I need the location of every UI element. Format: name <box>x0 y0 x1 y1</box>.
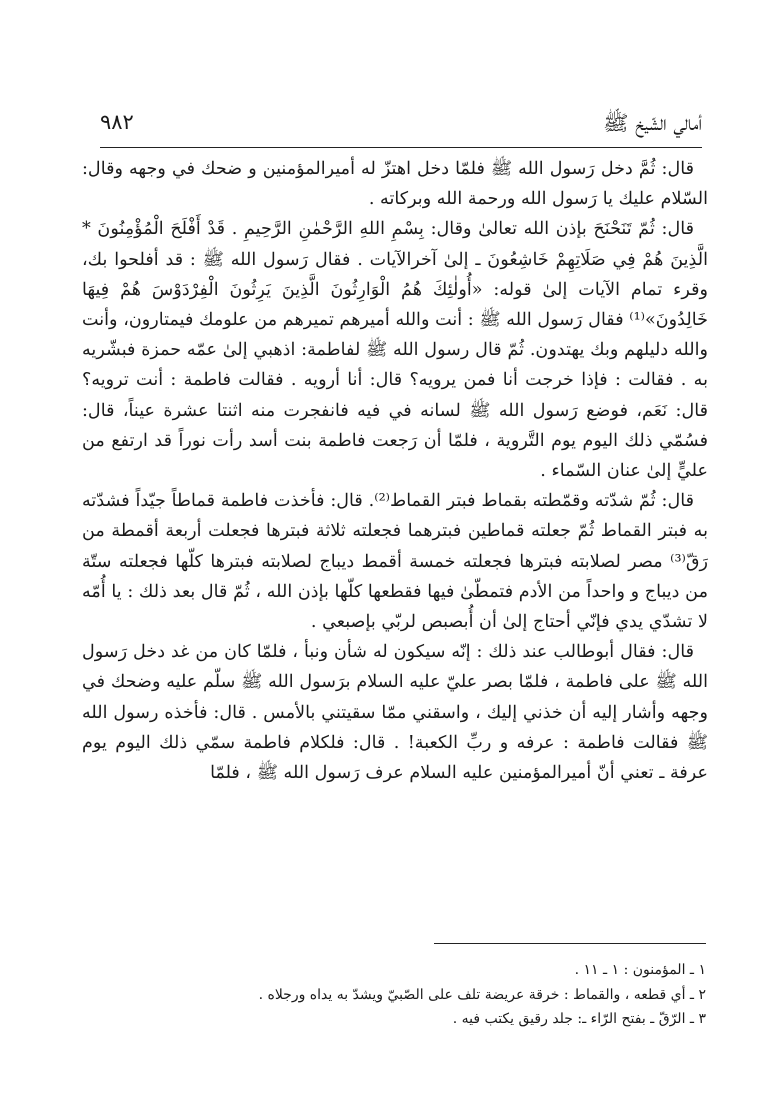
main-text <box>82 154 708 788</box>
header-title: أمالي الشّيخ ﷺ <box>603 111 702 135</box>
footnote: ٣ ـ الرّقّ ـ بفتح الرّاء ـ: جلد رقيق يكتب فيه . <box>452 1011 706 1027</box>
footnote: ٢ ـ أي قطعه ، والقماط : خرقة عريضة تلف على الصّبيّ ويشدّ به يداه ورجلاه . <box>258 986 706 1003</box>
footnote-rule <box>434 943 706 944</box>
header-rule <box>100 147 702 148</box>
paragraph: قال: فقال أبوطالب عند ذلك : إنّه سيكون له شأن ونبأ ، فلمّا كان من غد دخل رَسول الله ﷺ على فاطمة ، فلمّا بصر عليّ عليه السلام برَسول الله ﷺ سلّم عليه وضحك في وجهه وأشار إليه أن خذني إليك ، واسقني ممّا سقيتني بالأمس . قال: فأخذه رسول الله ﷺ فقالت فاطمة : عرفه و ربِّ الكعبة! . قال: فلكلام فاطمة سمّي ذلك اليوم يوم عرفة ـ تعني أنّ أميرالمؤمنين عليه السلام عرف رَسول الله ﷺ ، فلمّا <box>82 642 708 784</box>
paragraph: قال: ثُمَّ دخل رَسول الله ﷺ فلمّا دخل اهتزّ له أميرالمؤمنين و ضحك في وجهه وقال: السّلام عليك يا رَسول الله ورحمة الله وبركاته . <box>82 159 708 210</box>
paragraph: قال: ثُمّ شدّته وقمّطته بقماط فبتر القماط⁽²⁾. قال: فأخذت فاطمة قماطاً جيّداً فشدّته به فبتر القماط ثُمّ جعلته قماطين فبترهما فجعلته ثلاثة فبترها فجعلت أربعة أقمطة من رَقّ⁽³⁾ مصر لصلابته فبترها فجعلته خمسة أقمط ديباج لصلابته فبترها كلّها فجعلته ستّة من ديباج و واحداً من الأدم فتمطّىٰ فيها فقطعها كلّها بإذن الله ، ثُمّ قال بعد ذلك : يا أُمّه لا تشدّي يدي فإنّي أحتاج إلىٰ أن أُبصبص لربّي بإصبعي . <box>82 491 708 633</box>
footnote: ١ ـ المؤمنون : ١ ـ ١١ . <box>574 962 706 978</box>
page-number: ٩٨٢ <box>100 110 134 134</box>
running-header <box>100 100 702 140</box>
footnotes <box>110 958 706 1032</box>
paragraph: قال: ثُمّ تَنَحْنَحَ بإذن الله تعالىٰ وقال: بِسْمِ اللهِ الرَّحْمٰنِ الرَّحِيمِ . قَدْ أَفْلَحَ الْمُؤْمِنُونَ * الَّذِينَ هُمْ فِي صَلَاتِهِمْ خَاشِعُونَ ـ إلىٰ آخرالآيات . فقال رَسول الله ﷺ : قد أفلحوا بك، وقرء تمام الآيات إلىٰ قوله: «أُولٰئِكَ هُمُ الْوَارِثُونَ الَّذِينَ يَرِثُونَ الْفِرْدَوْسَ هُمْ فِيهَا خَالِدُونَ»⁽¹⁾ فقال رَسول الله ﷺ : أنت والله أميرهم تميرهم من علومك فيمتارون، وأنت والله دليلهم وبك يهتدون. ثُمّ قال رسول الله ﷺ لفاطمة: اذهبي إلىٰ عمّه حمزة فبشّريه به . فقالت : فإذا خرجت أنا فمن يرويه؟ قال: أنا أرويه . فقالت فاطمة : أنت ترويه؟ قال: نَعَم، فوضع رَسول الله ﷺ لسانه في فيه فانفجرت منه اثنتا عشرة عيناً، قال: فسُمّي ذلك اليوم يوم التَّروية ، فلمّا أن رَجعت فاطمة بنت أسد رأت نوراً قد ارتفع من عليٍّ إلىٰ عنان السّماء . <box>82 219 708 482</box>
